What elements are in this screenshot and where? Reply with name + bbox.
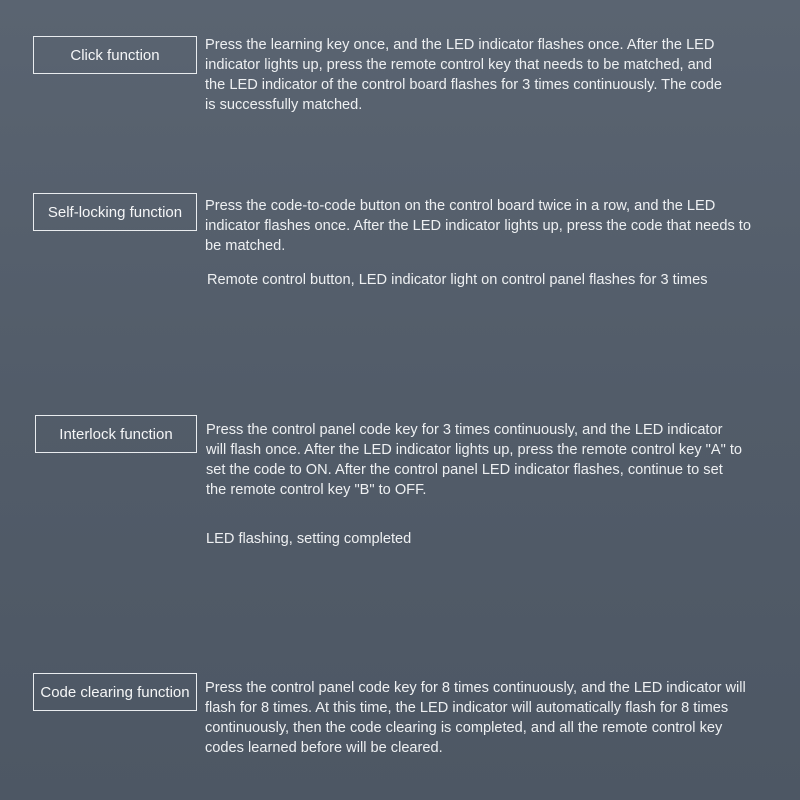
code-clearing-function-label: Code clearing function [33, 673, 197, 711]
self-locking-function-note: Remote control button, LED indicator light on control panel flashes for 3 times [207, 272, 708, 288]
click-function-label: Click function [33, 36, 197, 74]
self-locking-function-label: Self-locking function [33, 193, 197, 231]
click-function-description: Press the learning key once, and the LED indicator flashes once. After the LED indicator lights up, press the remote control key that needs to be matched, and the LED indicator of the control board flashes for 3 times continuously. The code is successfully matched. [205, 37, 723, 113]
interlock-function-label: Interlock function [35, 415, 197, 453]
interlock-function-note: LED flashing, setting completed [206, 531, 412, 547]
interlock-function-description: Press the control panel code key for 3 times continuously, and the LED indicator will flash once. After the LED indicator lights up, press the remote control key "A" to set the code to ON. After the control panel LED indicator flashes, continue to set the remote control key "B" to OFF. [206, 422, 742, 498]
self-locking-function-description: Press the code-to-code button on the control board twice in a row, and the LED indicator flashes once. After the LED indicator lights up, press the code that needs to be matched. [205, 198, 751, 254]
code-clearing-function-description: Press the control panel code key for 8 times continuously, and the LED indicator will flash for 8 times. At this time, the LED indicator will automatically flash for 8 times continuously, then the code clearing is completed, and all the remote control key codes learned before will be cleared. [205, 680, 746, 756]
